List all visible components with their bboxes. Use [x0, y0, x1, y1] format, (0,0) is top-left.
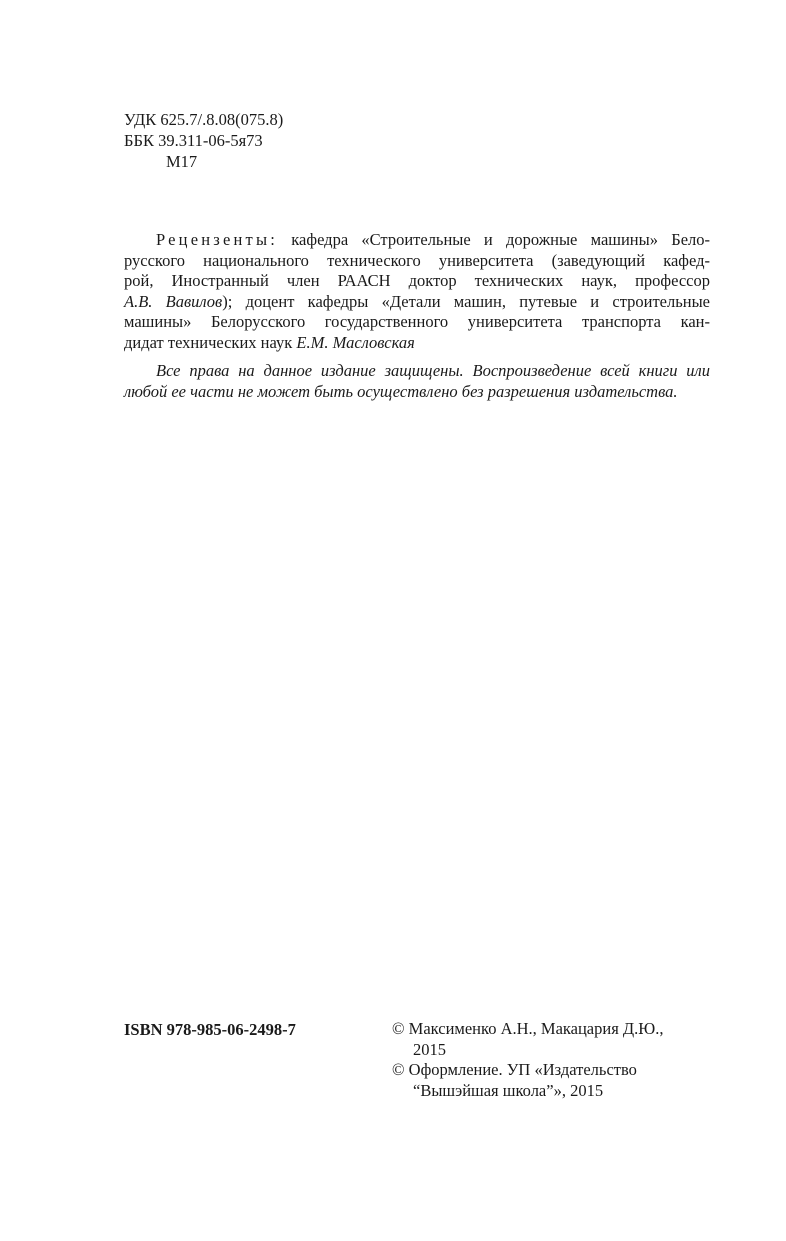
- reviewers-line-2: русского национального технического университета (заведующий кафед-: [124, 250, 710, 270]
- reviewers-line-1: [124, 230, 710, 251]
- copyright-block: [392, 1019, 714, 1101]
- copyright-line-2: 2015: [413, 1039, 446, 1059]
- isbn-number: ISBN 978-985-06-2498-7: [124, 1020, 296, 1039]
- author-mark: М17: [166, 152, 198, 171]
- rights-line-2: любой ее части не может быть осуществлено без разрешения издательства.: [124, 381, 678, 401]
- copyright-line-4: “Вышэйшая школа”», 2015: [413, 1080, 604, 1100]
- reviewers-line-3: рой, Иностранный член РААСН доктор технических наук, профессор: [124, 271, 710, 290]
- reviewers-text: дидат технических наук: [124, 332, 293, 352]
- copyright-line-1: © Максименко А.Н., Макацария Д.Ю.,: [392, 1019, 664, 1038]
- classification-codes: [124, 109, 283, 172]
- reviewers-line-4: [124, 292, 710, 313]
- reviewers-line-5: машины» Белорусского государственного университета транспорта кан-: [124, 312, 710, 331]
- bbk-code: ББК 39.311-06-5я73: [124, 131, 263, 150]
- rights-line-1: Все права на данное издание защищены. Воспроизведение всей книги или: [156, 361, 710, 380]
- reviewers-text: кафедра «Строительные и дорожные машины» Бело-: [291, 230, 710, 249]
- reviewers-paragraph: [124, 230, 710, 353]
- udk-code: УДК 625.7/.8.08(075.8): [124, 110, 284, 129]
- copyright-line-3: © Оформление. УП «Издательство: [392, 1060, 637, 1079]
- reviewer-name-2: Е.М. Масловская: [296, 332, 415, 352]
- reviewers-label: Рецензенты:: [156, 230, 279, 249]
- rights-notice: [124, 361, 710, 402]
- reviewer-name-1: А.В. Вавилов: [124, 291, 223, 311]
- reviewers-line-6: [124, 333, 710, 354]
- reviewers-text: ); доцент кафедры «Детали машин, путевые и строительные: [222, 291, 710, 311]
